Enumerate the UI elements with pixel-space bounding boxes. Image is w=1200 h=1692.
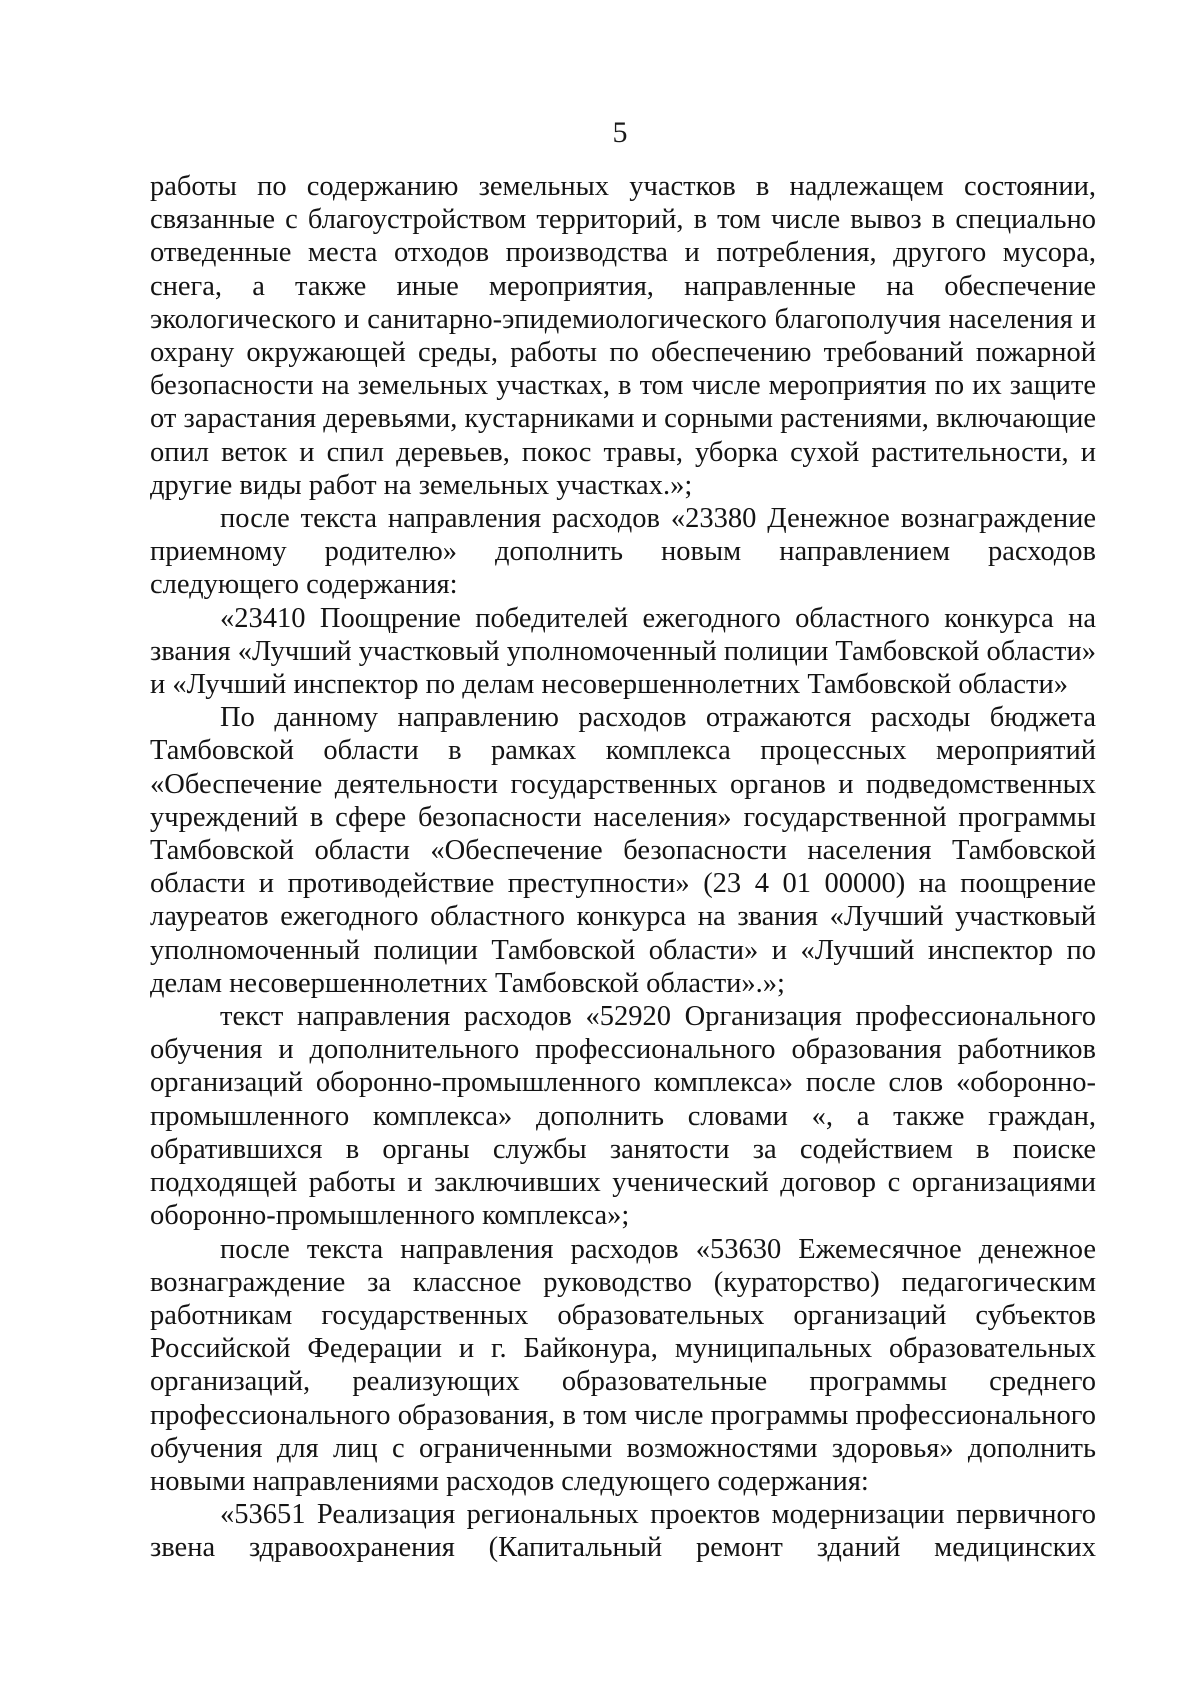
paragraph-after-53630: после текста направления расходов «53630 Ежемесячное денежное вознаграждение за классное руководство (кураторство) педагогическим работникам государственных образовательных организаций субъектов Российской Федерации и г. Байконура, муниципальных образовательных организаций, реализующих образовательные программы среднего профессионального образования, в том числе программы профессионального обучения для лиц с ограниченными возможностями здоровья» дополнить новыми направлениями расходов следующего содержания: bbox=[150, 1233, 1096, 1497]
paragraph-23410-description: По данному направлению расходов отражаются расходы бюджета Тамбовской области в рамках комплекса процессных мероприятий «Обеспечение деятельности государственных органов и подведомственных учреждений в сфере безопасности населения» государственной программы Тамбовской области «Обеспечение безопасности населения Тамбовской области и противодействие преступности» (23 4 01 00000) на поощрение лауреатов ежегодного областного конкурса на звания «Лучший участковый уполномоченный полиции Тамбовской области» и «Лучший инспектор по делам несовершеннолетних Тамбовской области».»; bbox=[150, 702, 1096, 999]
document-body bbox=[150, 170, 1096, 1565]
paragraph-after-23380: после текста направления расходов «23380 Денежное вознаграждение приемному родителю» дополнить новым направлением расходов следующего содержания: bbox=[150, 503, 1096, 601]
page-number: 5 bbox=[612, 116, 628, 149]
paragraph-53651-start: «53651 Реализация региональных проектов модернизации первичного звена здравоохранения (Капитальный ремонт зданий медицинских bbox=[150, 1499, 1096, 1564]
paragraph-land-maintenance: работы по содержанию земельных участков в надлежащем состоянии, связанные с благоустройством территорий, в том числе вывоз в специально отведенные места отходов производства и потребления, другого мусора, снега, а также иные мероприятия, направленные на обеспечение экологического и санитарно-эпидемиологического благополучия населения и охрану окружающей среды, работы по обеспечению требований пожарной безопасности на земельных участках, в том числе мероприятия по их защите от зарастания деревьями, кустарниками и сорными растениями, включающие опил веток и спил деревьев, покос травы, уборка сухой растительности, и другие виды работ на земельных участках.»; bbox=[150, 171, 1096, 501]
paragraph-52920-amendment: текст направления расходов «52920 Организация профессионального обучения и дополнительного профессионального образования работников организаций оборонно-промышленного комплекса» после слов «оборонно-промышленного комплекса» дополнить словами «, а также граждан, обратившихся в органы службы занятости за содействием в поиске подходящей работы и заключивших ученический договор с организациями оборонно-промышленного комплекса»; bbox=[150, 1001, 1096, 1232]
paragraph-23410-title: «23410 Поощрение победителей ежегодного областного конкурса на звания «Лучший участковый уполномоченный полиции Тамбовской области» и «Лучший инспектор по делам несовершеннолетних Тамбовской области» bbox=[150, 602, 1096, 701]
